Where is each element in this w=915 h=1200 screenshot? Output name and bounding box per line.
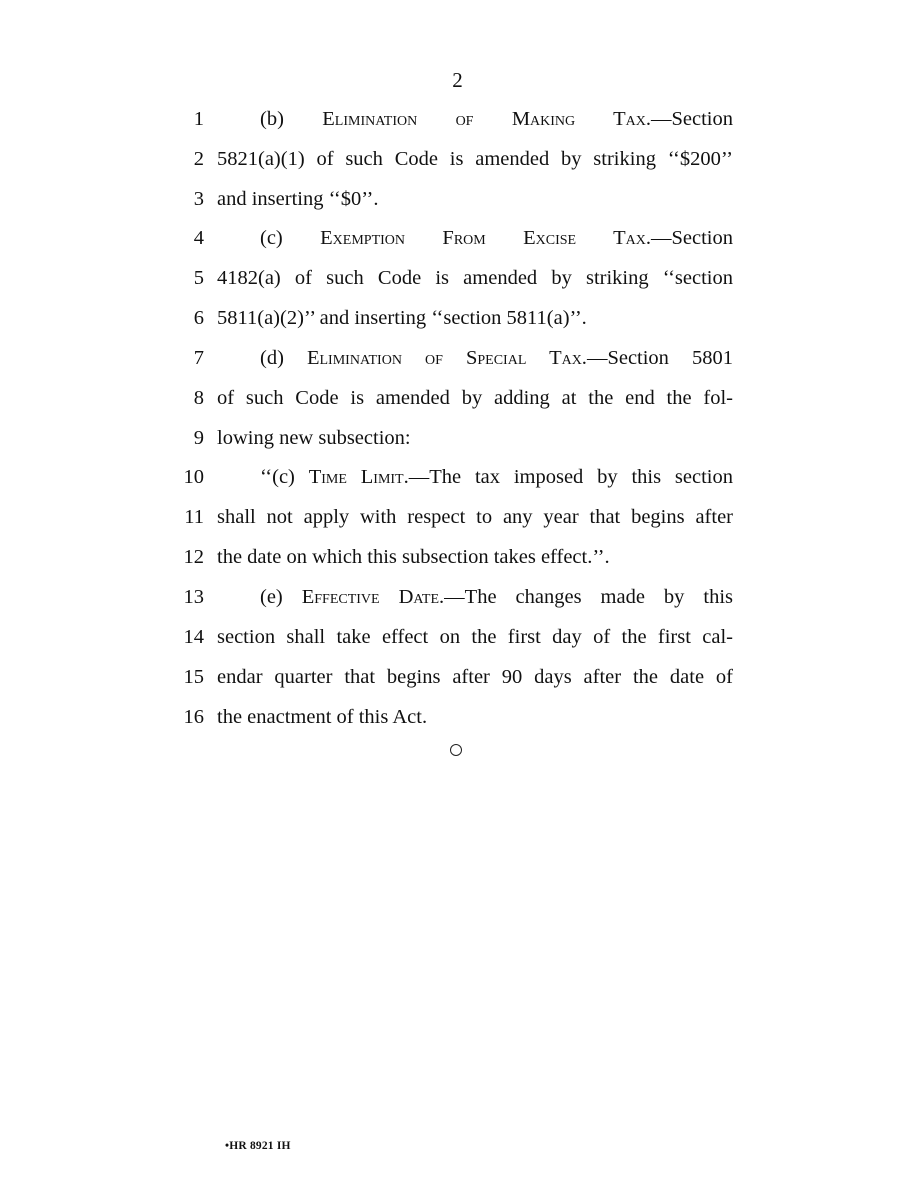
bill-line [0,582,915,612]
line-number: 13 [183,586,204,608]
line-body: —Section [651,108,733,130]
subsection-heading: Time Limit. [308,466,409,488]
line-number: 16 [183,706,204,728]
line-number: 9 [193,427,204,449]
bill-line [0,144,915,174]
line-text [217,104,733,134]
line-text: 5821(a)(1) of such Code is amended by striking ‘‘$200’’ [217,148,733,170]
subsection-heading: Effective Date. [301,586,445,608]
bill-line [0,383,915,413]
line-text: 4182(a) of such Code is amended by striking ‘‘section [217,267,733,289]
line-number: 3 [193,188,204,210]
bill-line [0,343,915,373]
bill-line [0,303,915,333]
line-number: 10 [183,466,204,488]
line-number: 14 [183,626,204,648]
line-text: section shall take effect on the first day of the first cal- [217,626,733,648]
bill-line [0,462,915,492]
line-body: —Section [650,227,733,249]
line-number: 1 [193,108,204,130]
bill-line [0,423,915,453]
end-of-bill-circle-icon [450,744,462,756]
line-body: —The tax imposed by this section [408,466,733,488]
line-text: of such Code is amended by adding at the end the fol- [217,387,733,409]
line-text: the enactment of this Act. [217,706,428,728]
line-body: —Section 5801 [586,347,733,369]
subsection-heading: Elimination of Special Tax. [306,347,587,369]
line-body: —The changes made by this [444,586,733,608]
line-number: 12 [183,546,204,568]
line-number: 6 [193,307,204,329]
subsection-prefix: (b) [260,108,323,130]
line-number: 11 [184,506,204,528]
subsection-prefix: (d) [260,347,307,369]
line-text [217,462,733,492]
bill-line [0,622,915,652]
bill-line [0,542,915,572]
line-text [217,223,733,253]
subsection-prefix: (e) [260,586,302,608]
page-number: 2 [452,68,463,92]
subsection-prefix: (c) [260,227,321,249]
line-text: shall not apply with respect to any year that begins after [217,506,733,528]
subsection-prefix: ‘‘(c) [260,466,309,488]
line-text: 5811(a)(2)’’ and inserting ‘‘section 5811(a)’’. [217,307,587,329]
bill-line [0,263,915,293]
bill-line [0,702,915,732]
line-text: endar quarter that begins after 90 days after the date of [217,666,733,688]
line-number: 5 [193,267,204,289]
line-number: 2 [193,148,204,170]
line-text [217,343,733,373]
line-text [217,582,733,612]
line-number: 4 [193,227,204,249]
line-number: 15 [183,666,204,688]
line-number: 7 [193,347,204,369]
bill-line [0,662,915,692]
line-number: 8 [193,387,204,409]
line-text: and inserting ‘‘$0’’. [217,188,379,210]
bill-line [0,223,915,253]
subsection-heading: Exemption From Excise Tax. [320,227,651,249]
bill-line [0,104,915,134]
subsection-heading: Elimination of Making Tax. [322,108,651,130]
bill-identifier-footer: •HR 8921 IH [225,1140,291,1152]
line-text: the date on which this subsection takes effect.’’. [217,546,610,568]
bill-line [0,502,915,532]
line-text: lowing new subsection: [217,427,411,449]
bill-line [0,184,915,214]
